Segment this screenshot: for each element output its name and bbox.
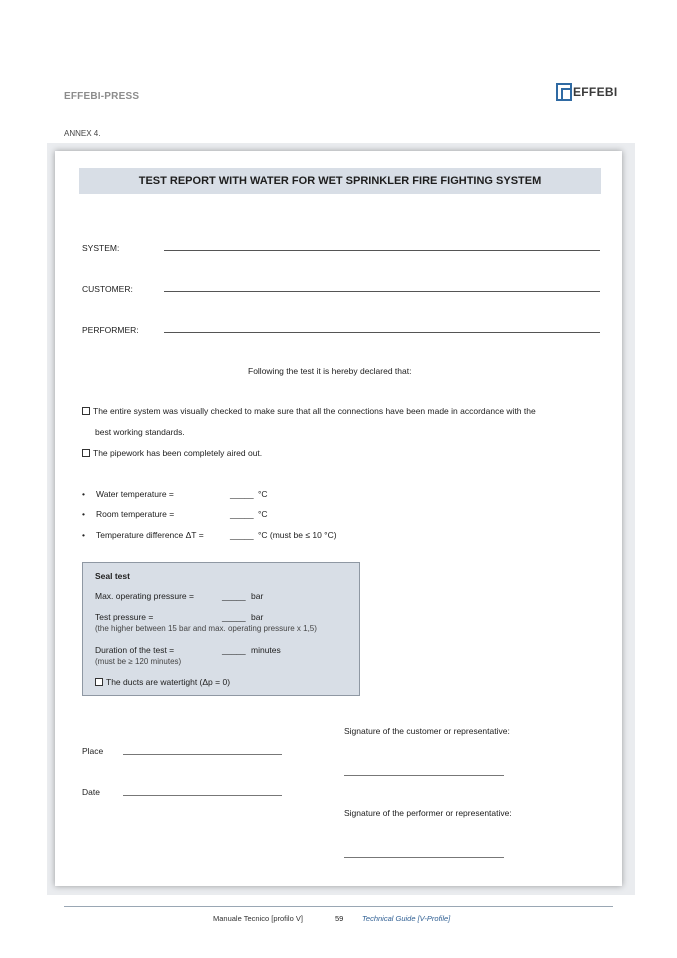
brand-name: EFFEBI-PRESS [64, 91, 140, 102]
room-temp-label: Room temperature = [96, 509, 175, 519]
bullet-dot: • [82, 489, 85, 499]
footer-manual-it: Manuale Tecnico [profilo V] [213, 914, 303, 923]
annex-label: ANNEX 4. [64, 129, 101, 138]
system-input-line[interactable] [164, 250, 600, 251]
test-pressure-unit: bar [251, 612, 264, 622]
footer-divider [64, 906, 613, 907]
watertight-checkbox[interactable] [95, 678, 103, 686]
watertight-text: The ducts are watertight (Δp = 0) [106, 677, 231, 687]
performer-signature-label: Signature of the performer or representative: [344, 808, 512, 818]
effebi-logo [556, 81, 617, 103]
performer-label: PERFORMER: [82, 325, 139, 335]
declaration-text: Following the test it is hereby declared that: [248, 366, 412, 376]
bullet-dot: • [82, 509, 85, 519]
temp-diff-label: Temperature difference ΔT = [96, 530, 204, 540]
form-title: TEST REPORT WITH WATER FOR WET SPRINKLER FIRE FIGHTING SYSTEM [138, 175, 542, 187]
place-label: Place [82, 746, 104, 756]
test-pressure-label: Test pressure = [95, 612, 154, 622]
watertight-item [95, 677, 230, 687]
room-temp-unit: °C [258, 509, 268, 519]
room-temp-blank[interactable]: _____ [230, 509, 254, 519]
duration-blank[interactable]: _____ [222, 645, 246, 655]
form-title-bar [79, 168, 601, 194]
logo-text: EFFEBI [573, 85, 618, 99]
water-temp-label: Water temperature = [96, 489, 174, 499]
duration-note: (must be ≥ 120 minutes) [95, 657, 182, 666]
aired-check-item [82, 448, 262, 458]
place-input-line[interactable] [123, 754, 282, 755]
performer-input-line[interactable] [164, 332, 600, 333]
visual-check-text-cont: best working standards. [95, 427, 185, 437]
water-temp-unit: °C [258, 489, 268, 499]
date-label: Date [82, 787, 100, 797]
date-input-line[interactable] [123, 795, 282, 796]
system-label: SYSTEM: [82, 243, 120, 253]
max-pressure-label: Max. operating pressure = [95, 591, 194, 601]
visual-check-text: The entire system was visually checked to make sure that all the connections have been made in accordance with the [93, 406, 536, 416]
temp-diff-blank[interactable]: _____ [230, 530, 254, 540]
max-pressure-unit: bar [251, 591, 264, 601]
duration-unit: minutes [251, 645, 281, 655]
page-number: 59 [335, 914, 344, 923]
temp-diff-unit: °C (must be ≤ 10 °C) [258, 530, 337, 540]
seal-test-title: Seal test [95, 571, 130, 581]
customer-input-line[interactable] [164, 291, 600, 292]
performer-signature-line[interactable] [344, 857, 504, 858]
footer-manual-en: Technical Guide [V-Profile] [362, 914, 451, 923]
aired-check-text: The pipework has been completely aired out. [93, 448, 263, 458]
test-pressure-blank[interactable]: _____ [222, 612, 246, 622]
max-pressure-blank[interactable]: _____ [222, 591, 246, 601]
test-pressure-note: (the higher between 15 bar and max. operating pressure x 1,5) [95, 624, 317, 633]
customer-label: CUSTOMER: [82, 284, 133, 294]
logo-mark-icon [556, 83, 572, 101]
customer-signature-line[interactable] [344, 775, 504, 776]
customer-signature-label: Signature of the customer or representative: [344, 726, 510, 736]
visual-check-checkbox[interactable] [82, 407, 90, 415]
water-temp-blank[interactable]: _____ [230, 489, 254, 499]
duration-label: Duration of the test = [95, 645, 175, 655]
visual-check-item [82, 406, 536, 416]
bullet-dot: • [82, 530, 85, 540]
aired-check-checkbox[interactable] [82, 449, 90, 457]
